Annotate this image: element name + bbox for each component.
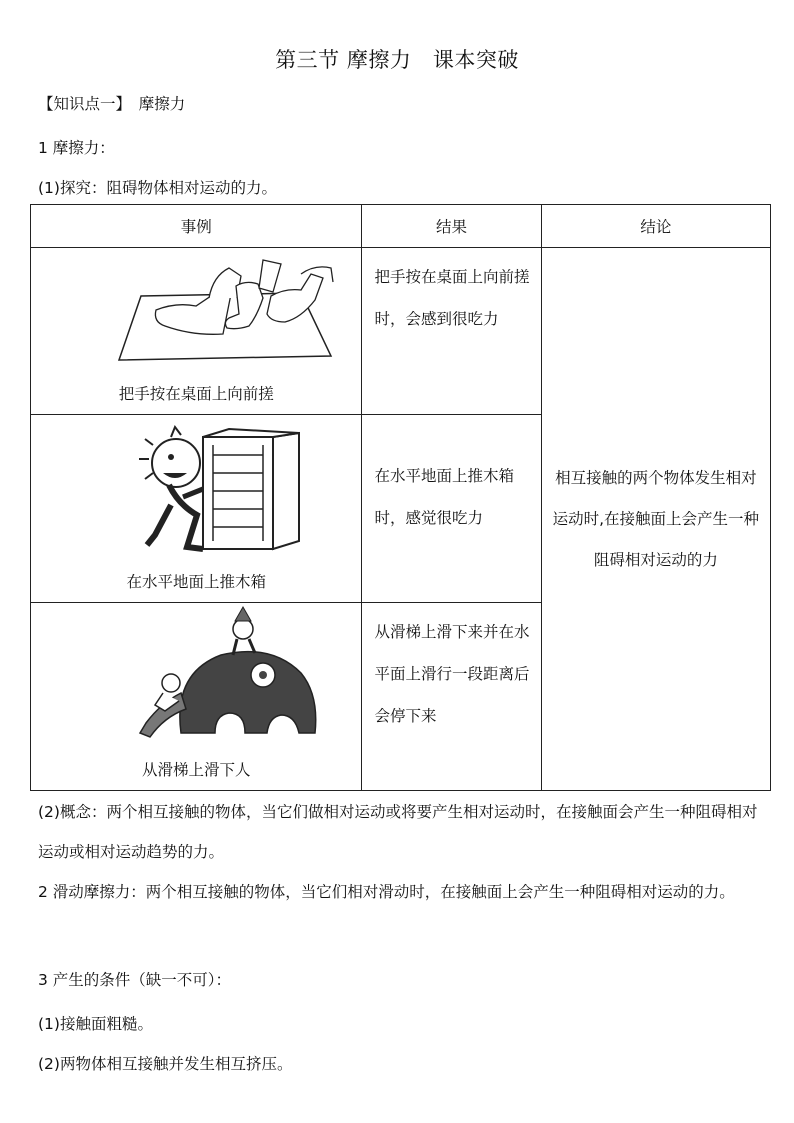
example-cell-box [31,415,362,603]
knowledge-point-heading: 【知识点一】 摩擦力 [38,95,186,113]
result-text-box: 在水平地面上推木箱时，感觉很吃力 [374,467,514,527]
example-cell-slide [31,603,362,791]
concept-paragraph: (2)概念：两个相互接触的物体，当它们做相对运动或将要产生相对运动时，在接触面会产生一种阻碍相对运动或相对运动趋势的力。 [38,803,758,861]
experiment-table [30,204,771,791]
example-caption-hands: 把手按在桌面上向前搓 [118,385,274,403]
page-title: 第三节 摩擦力 课本突破 [275,48,519,72]
section-heading-friction: 1 摩擦力： [38,139,115,157]
condition-2: (2)两物体相互接触并发生相互挤压。 [38,1055,293,1073]
result-cell-slide [362,603,541,791]
example-caption-box: 在水平地面上推木箱 [126,573,266,591]
result-cell-box [362,415,541,603]
sliding-friction-paragraph: 2 滑动摩擦力：两个相互接触的物体，当它们相对滑动时，在接触面上会产生一种阻碍相对运动的力。 [38,883,735,901]
result-text-slide: 从滑梯上滑下来并在水平面上滑行一段距离后会停下来 [374,623,530,725]
header-example: 事例 [31,205,362,248]
result-text-hands: 把手按在桌面上向前搓时，会感到很吃力 [374,268,530,328]
explore-line: (1)探究：阻碍物体相对运动的力。 [38,179,277,197]
header-conclusion: 结论 [541,205,770,248]
result-cell-hands [362,248,541,415]
slide-illustration [31,603,362,753]
condition-1: (1)接触面粗糙。 [38,1015,153,1033]
conditions-heading: 3 产生的条件（缺一不可）： [38,971,232,989]
example-cell-hands [31,248,362,415]
pushing-box-illustration [31,415,362,565]
header-result: 结果 [362,205,541,248]
example-caption-slide: 从滑梯上滑下人 [141,761,251,779]
hands-on-table-illustration [31,248,362,368]
conclusion-cell: 相互接触的两个物体发生相对运动时,在接触面上会产生一种阻碍相对运动的力 [541,248,770,791]
